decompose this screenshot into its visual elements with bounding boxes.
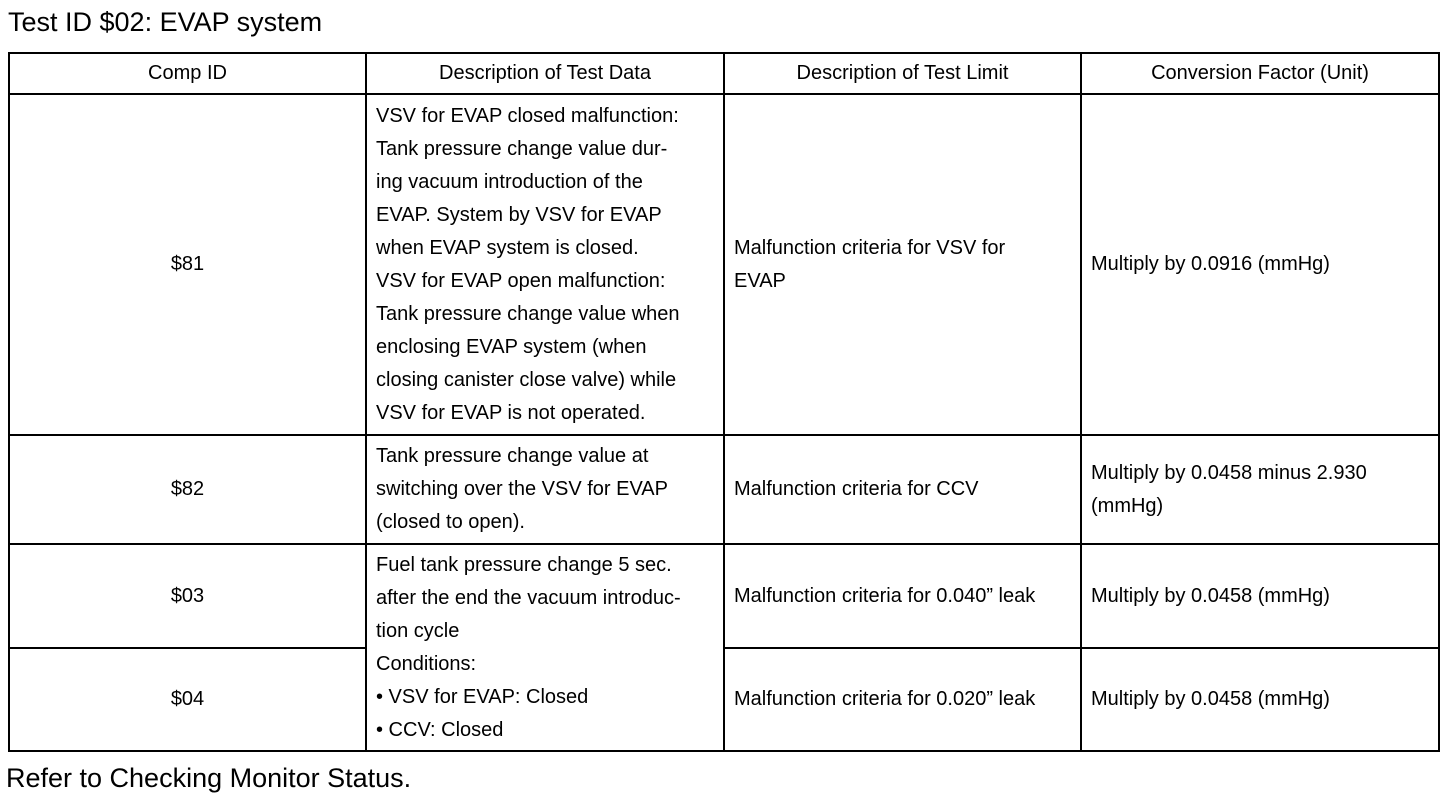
table-row — [9, 544, 1439, 648]
text-line: Multiply by 0.0458 minus 2.930 — [1091, 461, 1367, 484]
conversion-factor-cell — [1081, 435, 1439, 544]
text-line: tion cycle — [376, 619, 460, 642]
text-line: Tank pressure change value when — [376, 302, 680, 325]
text-line: after the end the vacuum introduc- — [376, 586, 681, 609]
footer-note: Refer to Checking Monitor Status. — [6, 763, 412, 793]
table-row — [9, 94, 1439, 435]
test-data-cell — [366, 94, 724, 435]
text-line: ing vacuum introduction of the — [376, 170, 643, 193]
conversion-factor-cell — [1081, 648, 1439, 751]
table-header-row — [9, 53, 1439, 94]
table-row — [9, 435, 1439, 544]
text-line: Multiply by 0.0916 (mmHg) — [1091, 253, 1330, 275]
text-line: when EVAP system is closed. — [376, 236, 639, 259]
test-id-table — [8, 52, 1440, 752]
text-line: Conditions: — [376, 652, 477, 675]
test-limit-cell — [724, 435, 1081, 544]
header-description-of-test-limit: Description of Test Limit — [724, 53, 1081, 94]
text-line: Tank pressure change value at — [376, 445, 649, 467]
text-line: VSV for EVAP closed malfunction: — [376, 104, 679, 127]
bullet-line: • CCV: Closed — [376, 718, 504, 741]
text-line: Tank pressure change value dur- — [376, 137, 668, 160]
text-line: Multiply by 0.0458 (mmHg) — [1091, 584, 1330, 607]
text-line: Malfunction criteria for 0.040” leak — [734, 584, 1036, 607]
conversion-factor-cell — [1081, 94, 1439, 435]
text-line: enclosing EVAP system (when — [376, 335, 647, 358]
text-line: closing canister close valve) while — [376, 368, 677, 391]
table-row — [9, 648, 1439, 751]
text-line: VSV for EVAP open malfunction: — [376, 269, 666, 292]
text-line: switching over the VSV for EVAP — [376, 478, 668, 500]
text-line: EVAP. System by VSV for EVAP — [376, 203, 662, 226]
comp-id-cell: $03 — [9, 544, 366, 648]
conversion-factor-cell — [1081, 544, 1439, 648]
text-line: EVAP — [734, 269, 786, 292]
text-line: Malfunction criteria for CCV — [734, 478, 979, 500]
text-line: Malfunction criteria for 0.020” leak — [734, 688, 1036, 710]
comp-id-cell: $81 — [9, 94, 366, 435]
test-limit-cell — [724, 94, 1081, 435]
test-limit-cell — [724, 544, 1081, 648]
text-line: (closed to open). — [376, 511, 525, 533]
header-conversion-factor: Conversion Factor (Unit) — [1081, 53, 1439, 94]
comp-id-cell: $82 — [9, 435, 366, 544]
test-data-cell — [366, 435, 724, 544]
header-comp-id: Comp ID — [9, 53, 366, 94]
text-line: (mmHg) — [1091, 494, 1164, 517]
text-line: VSV for EVAP is not operated. — [376, 401, 646, 424]
comp-id-cell: $04 — [9, 648, 366, 751]
text-line: Multiply by 0.0458 (mmHg) — [1091, 688, 1330, 710]
page-title: Test ID $02: EVAP system — [8, 7, 323, 37]
text-line: Malfunction criteria for VSV for — [734, 236, 1006, 259]
bullet-line: • VSV for EVAP: Closed — [376, 685, 589, 708]
shared-test-data-cell — [366, 544, 724, 751]
text-line: Fuel tank pressure change 5 sec. — [376, 553, 672, 576]
header-description-of-test-data: Description of Test Data — [366, 53, 724, 94]
test-limit-cell — [724, 648, 1081, 751]
